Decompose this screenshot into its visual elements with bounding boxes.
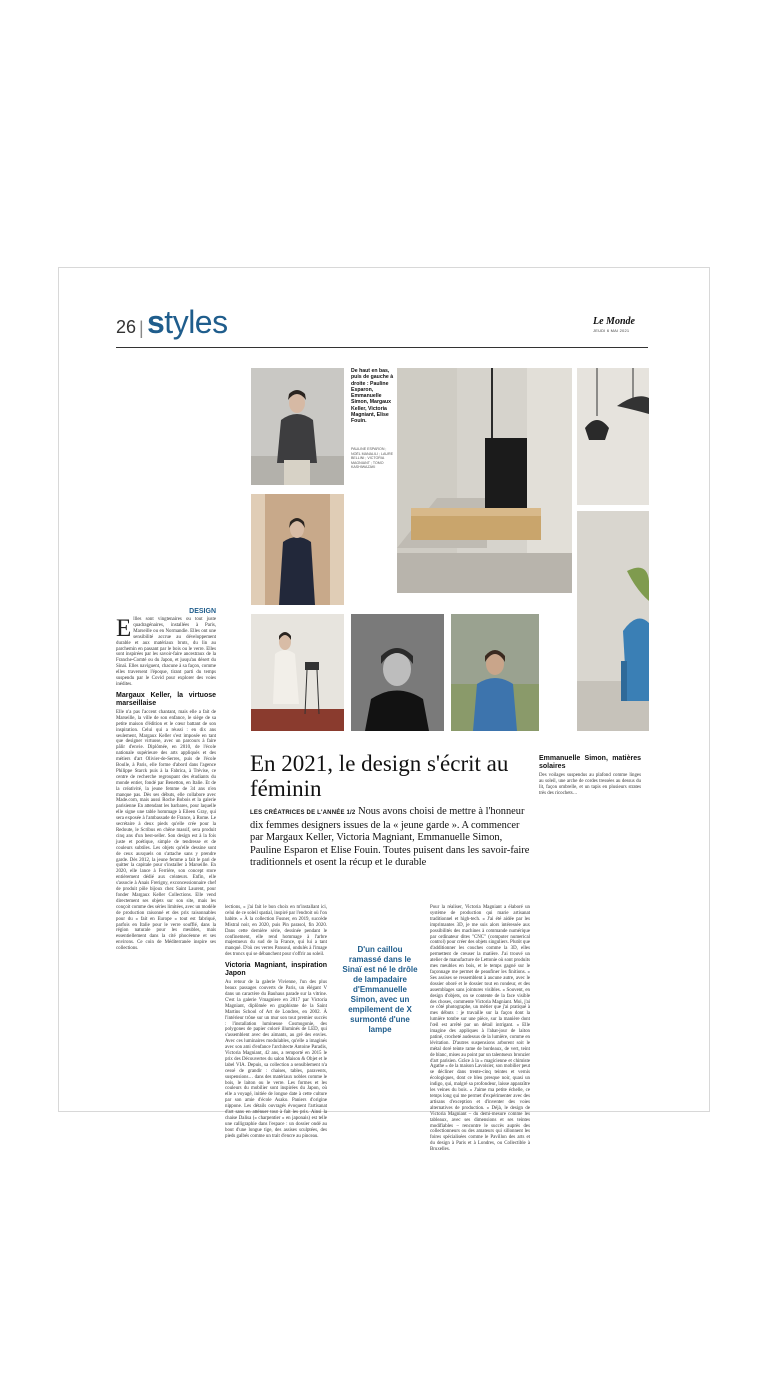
photo-emmanuelle-simon (251, 494, 344, 605)
section-title (147, 304, 228, 341)
photo-margaux-keller (251, 614, 344, 731)
article-column-2 (225, 905, 327, 1142)
subheading-magniant: Victoria Magniant, inspiration Japon (225, 962, 327, 978)
intro-paragraph (116, 617, 216, 688)
photo-blue-chair (577, 511, 649, 731)
intro-text: llles sont vingtenaires ou tout juste quadragénaires, installées à Paris, Marseille ou en Normandie. Elles ont une sensibilité accrue au développement durable et aux matériaux bruts, du lin au parchemin en passant par le bois ou le verre. Elles sont inspirées par les savoir-faire ancestraux de la Franche-Comté ou du Japon, et jusqu'au désert du Sinaï. Elles naviguent, chacune à sa façon, comme elles traversent l'époque, tirant parti du temps suspendu par le Covid pour explorer des voies inédites. (116, 617, 216, 687)
drop-cap: E (116, 615, 132, 642)
photo-victoria-magniant (351, 614, 444, 731)
header-rule (116, 347, 648, 348)
photo-elise-fouin (451, 614, 539, 731)
issue-date: JEUDI 6 MAI 2021 (593, 328, 630, 333)
deck-tag: LES CRÉATRICES DE L'ANNÉE 1/2 (250, 810, 356, 816)
deck (250, 806, 530, 870)
article-column-1 (116, 617, 216, 954)
pull-quote: D'un caillou ramassé dans le Sinaï est né le drôle de lampadaire d'Emmanuelle Simon, avec un empilement de X surmonté d'une lampe (342, 945, 418, 1034)
article-column-5 (539, 751, 641, 799)
section-initial: s (147, 304, 165, 340)
headline: En 2021, le design s'écrit au féminin (250, 751, 509, 801)
deck-text: Nous avons choisi de mettre à l'honneur dix femmes designers issues de la « jeune garde ». A commencer par Margaux Keller, Victoria Magniant, Emmanuelle Simon, Pauline Esparon et Elise Fouin. Toutes puisent dans les savoir-faire traditionnels et osent la récup et le durable (250, 806, 530, 868)
subheading-simon: Emmanuelle Simon, matières solaires (539, 755, 641, 770)
kicker: DESIGN (189, 608, 216, 615)
simon-text: Des voilages suspendus au plafond comme linges au soleil, une arche de cordes tressées au dessus du lit, façon ombrelle, et un tapis en plusieurs strates très des ricochets… (539, 773, 641, 796)
col2-text: lections, « j'ai fait le bon choix en m'installant ici, celui de ce soleil spatial, inspiré par l'endroit où l'on habite. » À la collection Fusner, en 2019, succède Mistral noir, en 2020, puis Pin parasol, fin 2020. Dans cette dernière série, dessinée pendant le confinement, elle rend hommage à l'arbre majestueux du sud de la France, qui lui a tant manqué. D'où ces verres Pansoul, ondulés à l'image des troncs qui se débanchent pour s'offrir au soleil. (225, 905, 327, 958)
col4-text: Pour la réaliser, Victoria Magniant a élaboré un système de production qui marie artisanat traditionnel et high-tech. « J'ai été aidée par les imprimantes 3D, je me suis alors intéressée aux possibilités des machines à commande numérique par ordinateur dites "CNC" (computer numerical control) pour créer des objets singuliers. Plutôt que d'additionner les couches comme la 3D, elles permettent de creuser la matière. J'ai trouvé un atelier de manufacture de Lettonie où sont produits mes meubles en bois, et le temps gagné sur le façonnage me permet de peaufiner les finitions. » Ses assises se ressemblent à aucune autre, avec le dossier oboré et le dossier tout en rondeur, et des assemblages sans jointures visibles. « Souvent, en design d'objets, on se contente de la face visible des choses, commente Victoria Magniant. Moi, j'ai ce côté photographe, un métier que j'ai pratiqué à mes débuts : je travaille sur la façon dont la lumière tombe sur une pièce, sur la manière dont l'œil est arrêté par un détail intrigant. » Elle imagine des appliques à l'abat-jour de laiton patiné, crocheté audessus de la lumière, comme en lévitation. D'autres suspensions arborent soit le métal doré teinte rame de bordeaux, de vert, teint de blanc, mises au point par un talentueux bronzier d'art parisien. Grâce à la « magicienne et chimiste Agathe » de la maison Lavoisier, son mobilier peut se décliner dans trente-cinq teintes et vernis écologiques, dont ce bleu presque noir, quasi un indigo, qui, malgré sa profondeur, laisse apparaître les veines du bois. « J'aime ma petite échelle, ce temps long qui me permet d'expérimenter avec des artisans d'exception et d'inventer des voies alternatives de production. » Déjà, le design de Victoria Magniant – du demi-mesure comme les tableaux, avec ses dimensions et ses teintes modifiables – rencontre le succès auprès des collectionneurs ou des amateurs qui sillonnent les foires spécialisées comme le Pavillon des arts et du design à Paris et à Londres, ou Collectible à Bruxelles. (430, 905, 530, 1153)
magniant-text: Au retour de la galerie Vivienne, l'un des plus beaux passages couverts de Paris, un élégant V dans un caractère du Bauhaus parade sur la vitrine. C'est la galerie Vmagniere en 2017 par Victoria Magniant, diplômée en graphisme de la Saint Martins School of Art de Londres, en 2002. À l'intérieur trône sur un mur son tout premier succès : l'installation lumineuse Cosmogonie, des polygones de papier coloré illuminés de LED, qui s'assemblent avec des aimants, au gré des envies. Avec ces luminaires modulables, qu'elle a imaginés avec son ami d'enfance l'architecte Antoine Paradis, Victoria Magniant, 42 ans, a remporté en 2015 le prix des Découvertes du salon Maison & Objet et le label VIA. Depuis, sa collection a sensiblement n'a cessé de grandir : chaises, tables, paravents, suspensions… dans des matériaux nobles comme le bois, le laiton ou le verre. Les formes et les couleurs du mobilier sont inspirées du Japon, où elle a voyagé, initiée de longue date à cette culture par son amie d'école Asako. Paniers d'origine nippone. Les détails ouvragés évoquent l'artisanat d'art sans en atténuer tout à fait les prix. Ainsi la chaise Dalisa (« charpentier » en japonais) est telle une calligraphie dans l'espace : un dossier ondé au bout d'une longue tige, des assises sculptées, des pieds galbés comme un trait d'encre au pinceau. (225, 980, 327, 1139)
page-number: 26 (116, 317, 137, 337)
photo-daybed-interior (397, 368, 572, 593)
masthead-logo: Le Monde (593, 316, 635, 327)
article-column-4 (430, 905, 530, 1155)
header-separator: | (139, 318, 144, 338)
subheading-keller: Margaux Keller, la virtuose marseillaise (116, 691, 216, 707)
section-rest: tyles (164, 304, 228, 340)
keller-text: Elle n'a pas l'accent chantant, mais elle a fait de Marseille, la ville de son enfance, le siège de sa petite maison d'édition et le cœur battant de son inspiration. Celui qui a réussi : en dix ans seulement, Margaux Keller s'est imposée en tant que designer virtuose, avec un parcours à faire pâlir d'envie. Diplômée, en 2010, de l'école nationale supérieure des arts appliqués et des métiers d'art Olivier-de-Serres, puis de l'école Boulle, à Paris, elle forme d'abord dans l'agence Philippe Starck puis à la Fabrica, à Trévise, ce centre de recherche regroupant des étudiants du monde entier, fondé par Benetton, en Italie. Et de la créativité, la jeune femme de 34 ans n'en manque pas. Dès ses débuts, elle collabore avec Made.com, mais aussi Roche Bobois et la galerie parisienne En attendant les barbares, pour laquelle elle signe une table hommage à Eileen Gray, qui sera exposée à l'ambassade de France, à Rome. Le secrétaire à deux pieds qu'elle crée pour la Redoute, le Scribus en chêne massif, sera produit cinq ans d'un best-seller. Son design est à la fois juste et poétique, simple de tendresse et de couleurs subtiles. Les objets qu'elle dessine sont de ceux auxquels on s'attache sans y prendre garde. Dès 2012, la jeune femme a fait le pari de quitter la capitale pour s'installer à Marseille. En 2020, elle lance à Ferrière, son concept store entièrement dédié aux créateurs. Enfin, elle s'associe à Anais Frerigny, exconcessionnaire chef de produit pôle bijoux chez Saint Laurent, pour fonder Margaux Keller Collections. Elle vend directement ses objets sur son site, mais les conçoit comme des séries limitées, avec un modèle de production raisonné et des prix raisonnables pour du « fait en Europe » tout est fabriqué, parfois en Italie pour le verre soufflé, dans la région naturale pour les meubles, mais essentiellement dans la cité phocéenne et ses environs. Ce coin de Méditerranée inspire ses collections. (116, 709, 216, 952)
photo-pauline-esparon (251, 368, 344, 485)
newspaper-page (58, 267, 710, 1153)
photo-caption: De haut en bas, puis de gauche à droite : Pauline Esparon, Emmanuelle Simon, Margaux Keller, Victoria Magniant, Elise Fouin. (351, 368, 394, 425)
photo-credit: PAULINE ESPARON ; NOËL MANALILI ; LAURE BELLINI ; VICTORIA MAGNIANT ; TOMO KASHIWAZAKI (351, 447, 394, 470)
photo-pendant-lamp (577, 368, 649, 505)
